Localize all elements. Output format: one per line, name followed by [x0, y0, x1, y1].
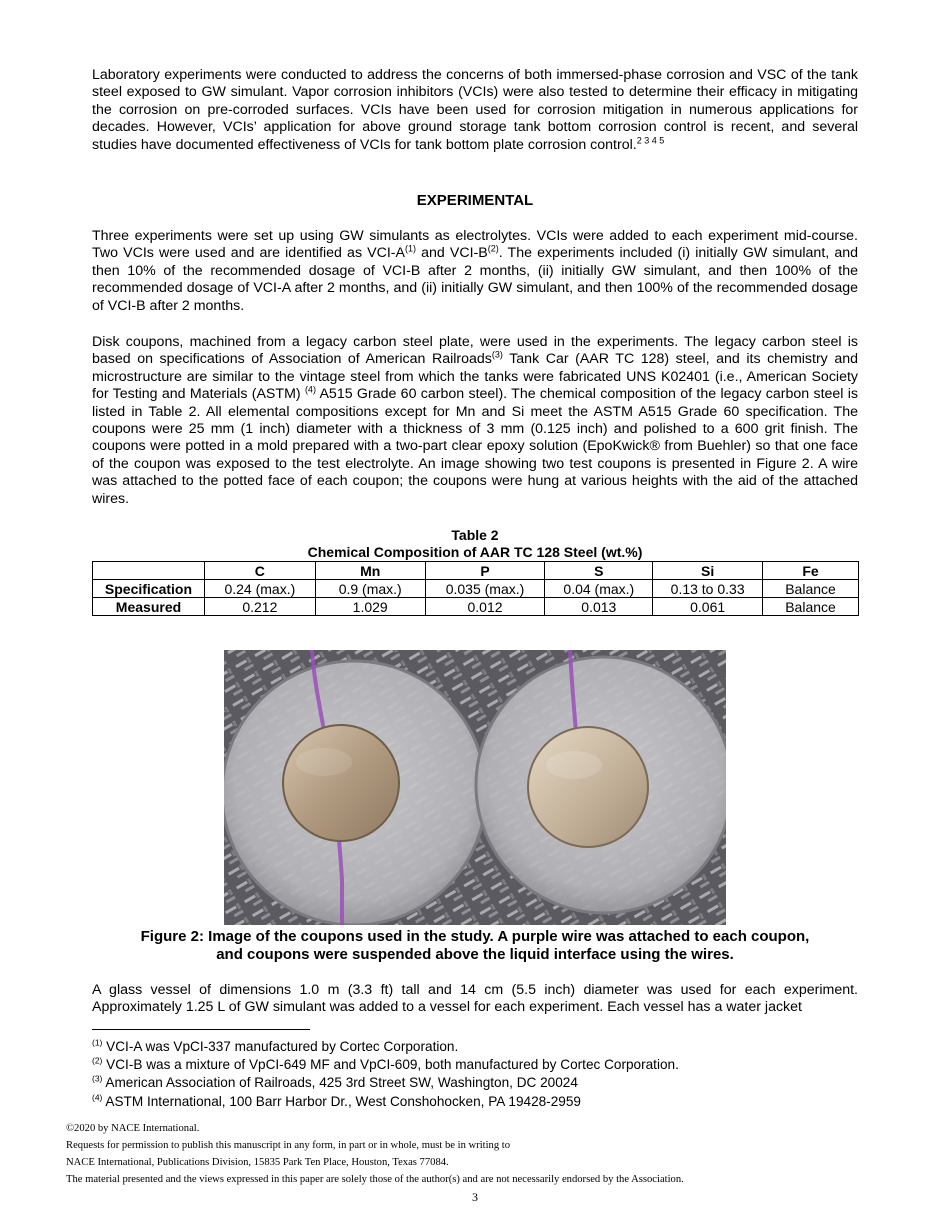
footnote-mark: (3) — [92, 1073, 103, 1084]
footnotes — [92, 1038, 679, 1111]
figure-caption-line-1: Figure 2: Image of the coupons used in the study. A purple wire was attached to each coupon, — [140, 928, 810, 945]
footnote-text: American Association of Railroads, 425 3rd Street SW, Washington, DC 20024 — [102, 1075, 578, 1091]
table-title: Chemical Composition of AAR TC 128 Steel (wt.%) — [307, 544, 643, 560]
table-cell: 0.24 (max.) — [204, 580, 315, 598]
page-number: 3 — [472, 1190, 478, 1204]
footnote-1 — [92, 1038, 679, 1056]
table-header-cell: Si — [653, 562, 763, 580]
experimental-paragraph-1 — [92, 228, 858, 315]
section-heading-experimental: EXPERIMENTAL — [416, 192, 534, 209]
table-header-cell: C — [204, 562, 315, 580]
footnote-text: VCI-B was a mixture of VpCI-649 MF and VpCI-609, both manufactured by Cortec Corporation. — [102, 1057, 679, 1073]
footnote-mark: (1) — [92, 1037, 103, 1048]
exp-p1-text-b: and VCI-B — [416, 245, 488, 262]
copyright-line: ©2020 by NACE International. — [66, 1123, 200, 1134]
footnote-3 — [92, 1074, 679, 1092]
footnote-4 — [92, 1093, 679, 1111]
table-cell: 0.012 — [425, 598, 545, 616]
table-row-header: Specification — [93, 580, 205, 598]
coupon-photo — [224, 650, 726, 925]
table-cell: 0.013 — [545, 598, 653, 616]
table-cell: 0.035 (max.) — [425, 580, 545, 598]
table-header-cell: P — [425, 562, 545, 580]
table-cell: 0.9 (max.) — [315, 580, 425, 598]
table-cell: 0.04 (max.) — [545, 580, 653, 598]
table-cell: 0.13 to 0.33 — [653, 580, 763, 598]
composition-table — [92, 561, 859, 616]
footnote-text: VCI-A was VpCI-337 manufactured by Cortec Corporation. — [102, 1039, 459, 1054]
intro-paragraph — [92, 67, 858, 154]
disclaimer-line: The material presented and the views expressed in this paper are solely those of the author(s) and are not necessarily endorsed by the Association. — [66, 1174, 684, 1185]
footnote-ref-2: (2) — [487, 243, 499, 254]
table-cell: Balance — [763, 598, 859, 616]
intro-paragraph-block — [92, 67, 858, 154]
footnote-text: ASTM International, 100 Barr Harbor Dr., West Conshohocken, PA 19428-2959 — [102, 1093, 581, 1109]
footnote-ref-3: (3) — [491, 349, 503, 360]
copyright-notice — [66, 1120, 684, 1188]
publisher-address-line: NACE International, Publications Division, 15835 Park Ten Place, Houston, Texas 77084. — [66, 1157, 449, 1168]
table-cell: 1.029 — [315, 598, 425, 616]
footnote-ref-1: (1) — [405, 243, 416, 254]
exp-p2-text-c: A515 Grade 60 carbon steel). The chemical composition of the legacy carbon steel is listed in Table 2. All elemental compositions except for Mn and Si meet the ASTM A515 Grade 60 specification. The coupons were 25 mm (1 inch) diameter with a thickness of 3 mm (0.125 inch) and polished to a 600 grit finish. The coupons were potted in a mold prepared with a two-part clear epoxy solution (EpoKwick® from Buehler) so that one face of the coupon was exposed to the test electrolyte. An image showing two test coupons is presented in Figure 2. A wire was attached to the potted face of each coupon; the coupons were hung at various heights with the aid of the attached wires. — [92, 386, 859, 507]
table-cell: Balance — [763, 580, 859, 598]
table-row — [93, 598, 859, 616]
exp-p1-text-a: Three experiments were set up using GW simulants as electrolytes. VCIs were added to each experiment mid-course. Two VCIs were used and are identified as VCI-A — [92, 228, 858, 262]
table-label: Table 2 — [451, 527, 499, 543]
footnote-ref-4: (4) — [304, 384, 316, 395]
table-row-header: Measured — [93, 598, 205, 616]
experimental-paragraph-2-block — [92, 334, 858, 508]
footnote-mark: (2) — [92, 1055, 103, 1066]
table-header-row — [93, 562, 859, 580]
experimental-paragraph-2 — [92, 334, 858, 508]
figure-caption-line-2: and coupons were suspended above the liquid interface using the wires. — [216, 946, 734, 963]
footnote-2 — [92, 1056, 679, 1074]
table-header-cell: Fe — [763, 562, 859, 580]
vessel-paragraph-block — [92, 982, 858, 1017]
footnote-mark: (4) — [92, 1092, 103, 1103]
table-header-cell: S — [545, 562, 653, 580]
vessel-paragraph: A glass vessel of dimensions 1.0 m (3.3 ft) tall and 14 cm (5.5 inch) diameter was used for each experiment. Approximately 1.25 L of GW simulant was added to a vessel for each experiment. Each vessel has a water jacket — [92, 982, 858, 1016]
coupon-photo-illustration — [224, 650, 726, 925]
table-row — [93, 580, 859, 598]
table-cell: 0.212 — [204, 598, 315, 616]
intro-text: Laboratory experiments were conducted to address the concerns of both immersed-phase corrosion and VSC of the tank steel exposed to GW simulant. Vapor corrosion inhibitors (VCIs) were also tested to determine their efficacy in mitigating the corrosion on pre-corroded surfaces. VCIs have been used for corrosion mitigation in numerous applications for decades. However, VCIs’ application for above ground storage tank bottom corrosion control is recent, and several studies have documented effectiveness of VCIs for tank bottom plate corrosion control. — [92, 67, 858, 153]
permission-line: Requests for permission to publish this manuscript in any form, in part or in whole, must be in writing to — [66, 1140, 511, 1151]
table-cell: 0.061 — [653, 598, 763, 616]
exp-p1-text-c: . The experiments included (i) initially GW simulant, and then 10% of the recommended dosage of VCI-B after 2 months, (ii) initially GW simulant, and then 100% of the recommended dosage of VCI-A after 2 months, and (ii) initially GW simulant, and then 100% of the recommended dosage of VCI-B after 2 months. — [92, 245, 858, 314]
exp-p2-text-a: Disk coupons, machined from a legacy carbon steel plate, were used in the experiments. The legacy carbon steel is based on specifications of Association of American Railroads — [92, 334, 858, 368]
experimental-paragraph-1-block — [92, 228, 858, 315]
footnote-divider — [92, 1029, 310, 1030]
table-header-cell: Mn — [315, 562, 425, 580]
intro-refs: 2 3 4 5 — [636, 134, 665, 145]
exp-p2-text-b: Tank Car (AAR TC 128) steel, and its chemistry and microstructure are similar to the vintage steel from which the tanks were fabricated UNS K02401 (i.e., American Society for Testing and Materials (ASTM) — [92, 351, 858, 403]
figure-caption — [92, 928, 858, 964]
table-header-cell — [93, 562, 205, 580]
